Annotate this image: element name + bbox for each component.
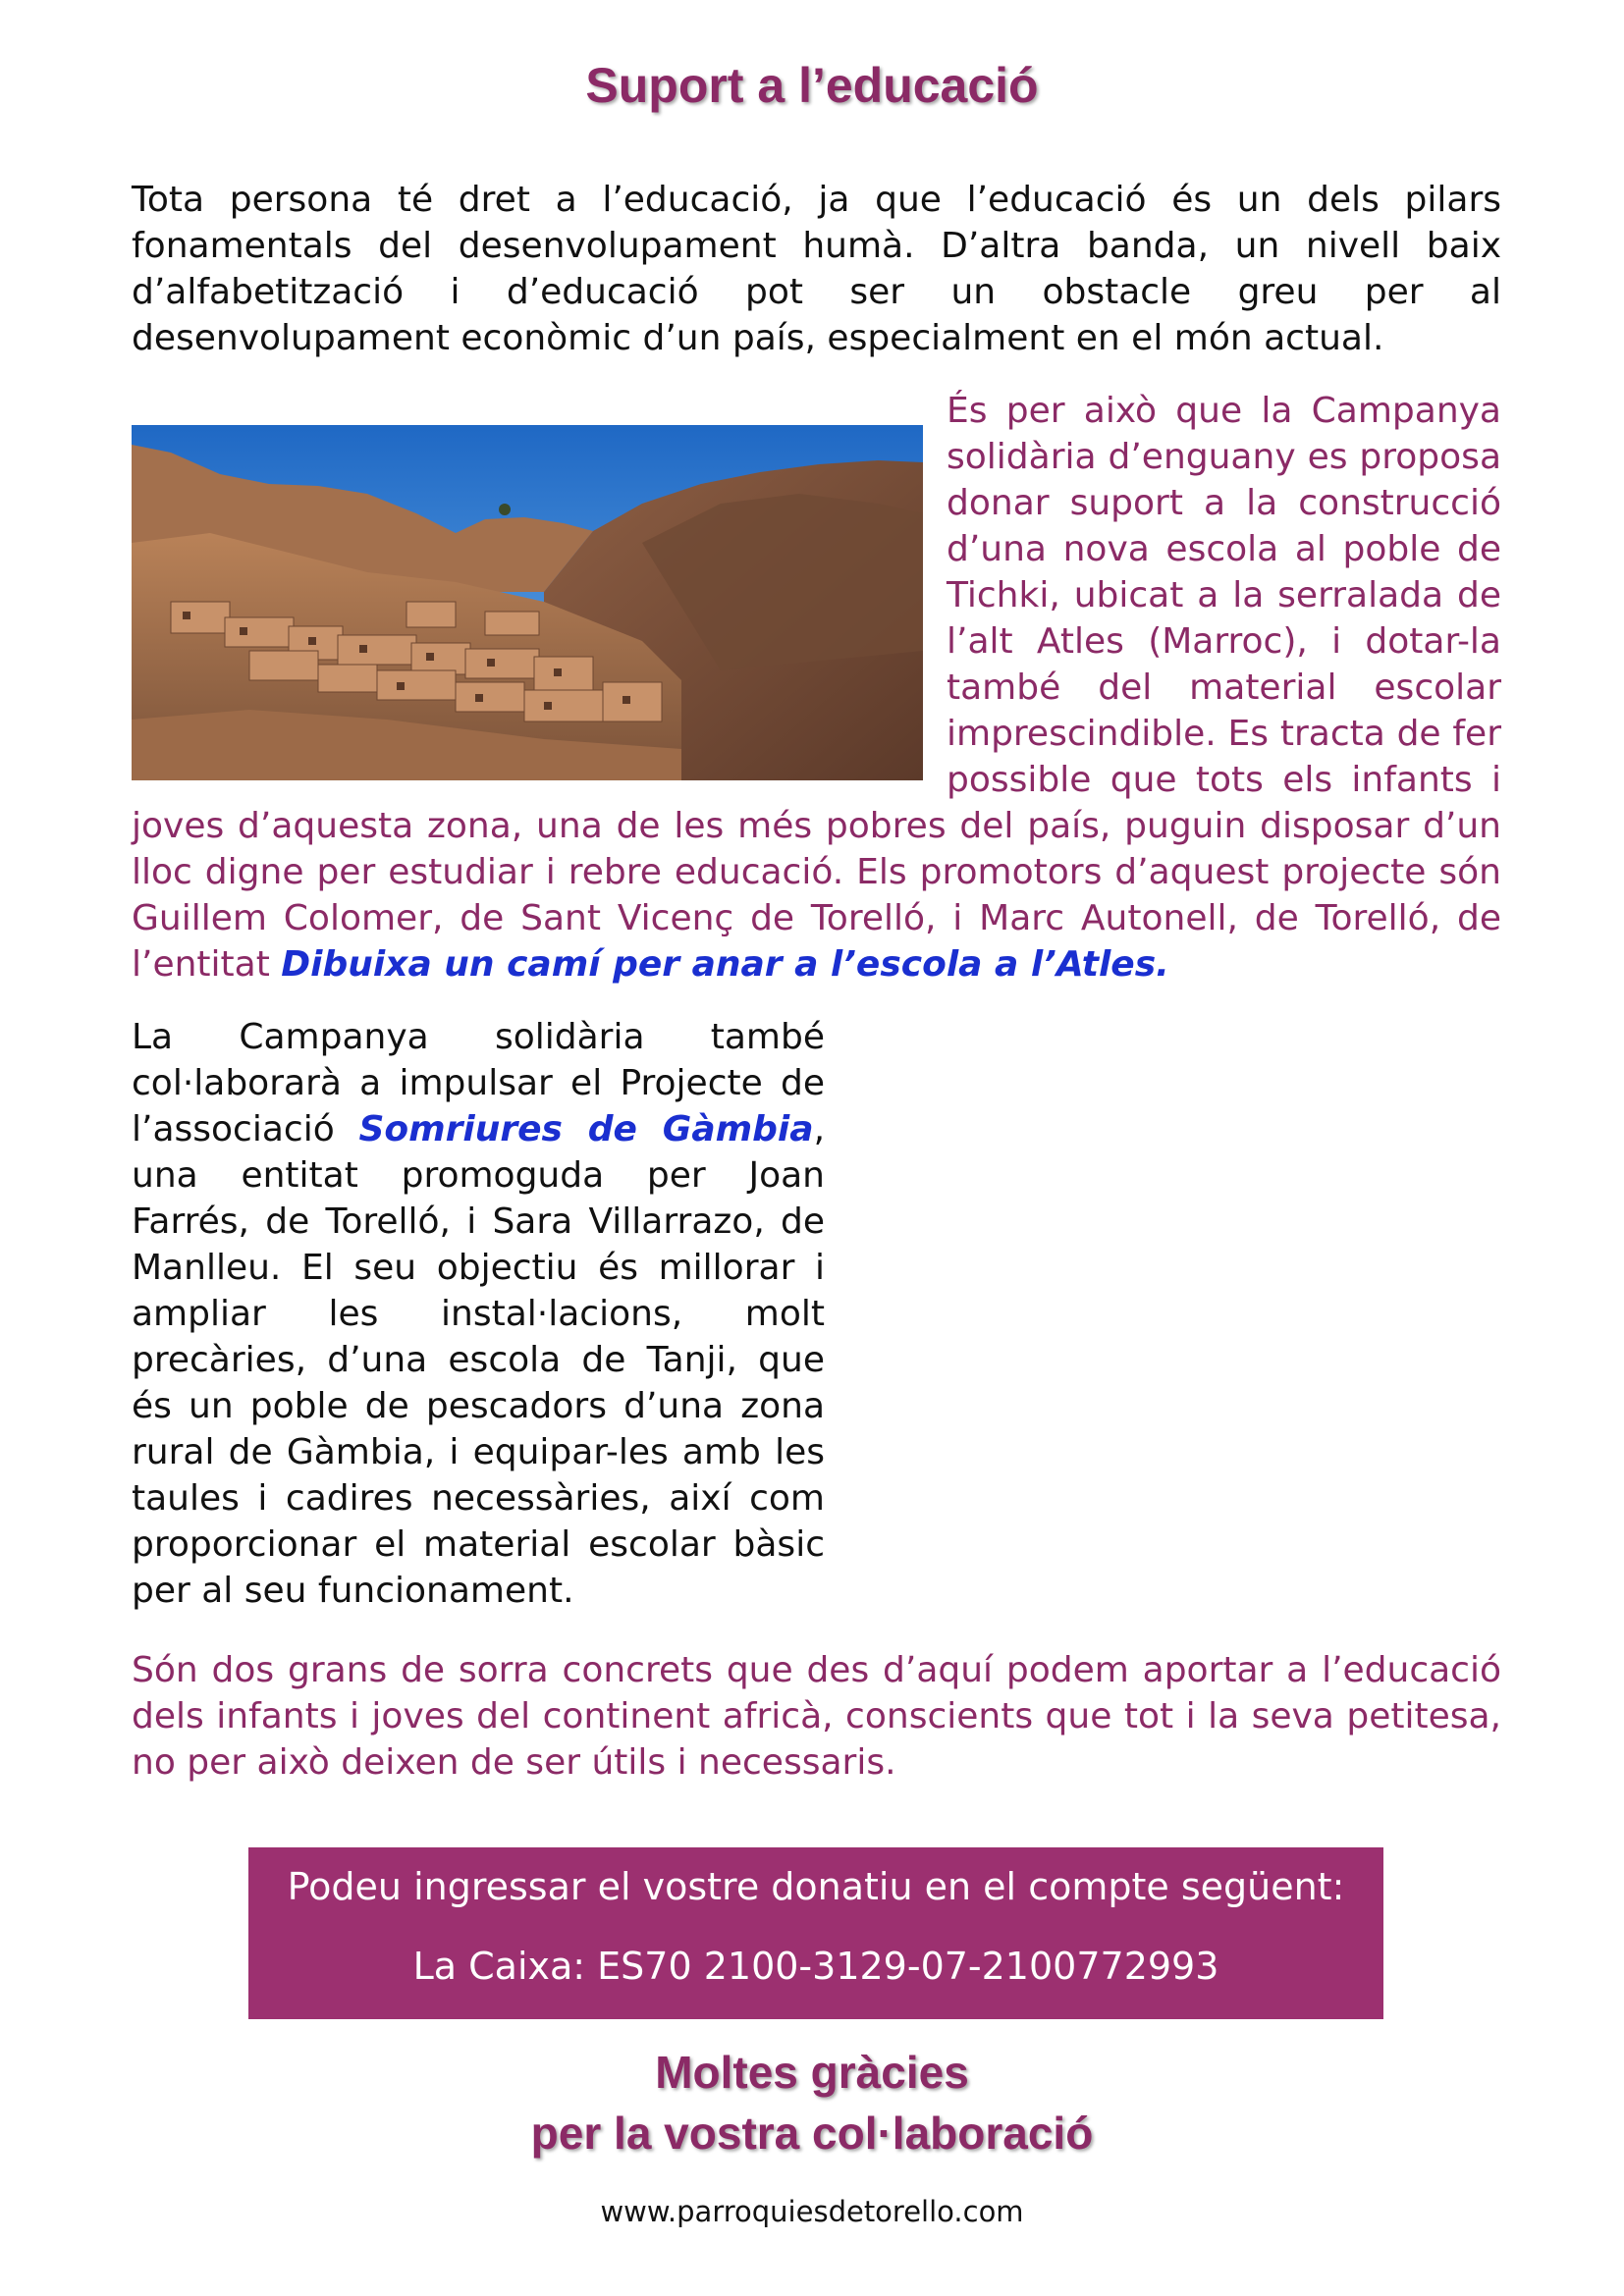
tichki-project-text: És per això que la Campanya solidària d’enguany es proposa donar suport a la construcció d’una nova escola al poble de Tichki, ubicat a la serralada de l’alt Atles (Marroc), i dotar-la també del material escolar imprescindible. Es tracta de fer possible que tots els infants i joves d’aquesta zona, una de les més pobres del país, puguin disposar d’un lloc digne per estudiar i rebre educació. Els promotors d’aquest projecte són Guillem Colomer, de Sant Vicenç de Torelló, i Marc Autonell, de Torelló, de l’entitat (132, 391, 1501, 985)
atlas-village-photo (132, 425, 923, 780)
donation-instructions: Podeu ingressar el vostre donatiu en el compte següent: (287, 1865, 1345, 1908)
thanks-line-1: Moltes gràcies (655, 2047, 969, 2098)
closing-paragraph: Són dos grans de sorra concrets que des d’aquí podem aportar a l’educació dels infants i joves del continent africà, conscients que tot i la seva petitesa, no per això deixen de ser útils i necessaris. (132, 1650, 1501, 1783)
intro-paragraph: Tota persona té dret a l’educació, ja que l’educació és un dels pilars fonamentals del desenvolupament humà. D’altra banda, un nivell baix d’alfabetització i d’educació pot ser un obstacle greu per al desenvolupament econòmic d’un país, especialment en el món actual. (132, 180, 1501, 358)
thanks-line-2: per la vostra col·laboració (530, 2108, 1094, 2159)
donation-box (248, 1847, 1383, 2019)
gambia-project-paragraph (132, 1014, 825, 1614)
website-url[interactable]: www.parroquiesdetorello.com (600, 2195, 1024, 2228)
atlas-school-link[interactable]: Dibuixa un camí per anar a l’escola a l’Atles. (281, 944, 1169, 985)
bank-account-number: La Caixa: ES70 2100-3129-07-2100772993 (412, 1945, 1219, 1988)
gambia-project-text-after: , una entitat promoguda per Joan Farrés, de Torelló, i Sara Villarrazo, de Manlleu. El seu objectiu és millorar i ampliar les instal·lacions, molt precàries, d’una escola de Tanji, que és un poble de pescadors d’una zona rural de Gàmbia, i equipar-les amb les taules i cadires necessàries, així com proporcionar el material escolar bàsic per al seu funcionament. (132, 1109, 826, 1611)
tichki-project-paragraph (132, 388, 1501, 988)
somriures-gambia-link[interactable]: Somriures de Gàmbia (358, 1109, 814, 1149)
page-title: Suport a l’educació (585, 58, 1039, 113)
thanks-message (0, 2042, 1624, 2163)
gambia-project-text-before: La Campanya solidària també col·laborarà a impulsar el Projecte de l’associació (132, 1017, 825, 1149)
